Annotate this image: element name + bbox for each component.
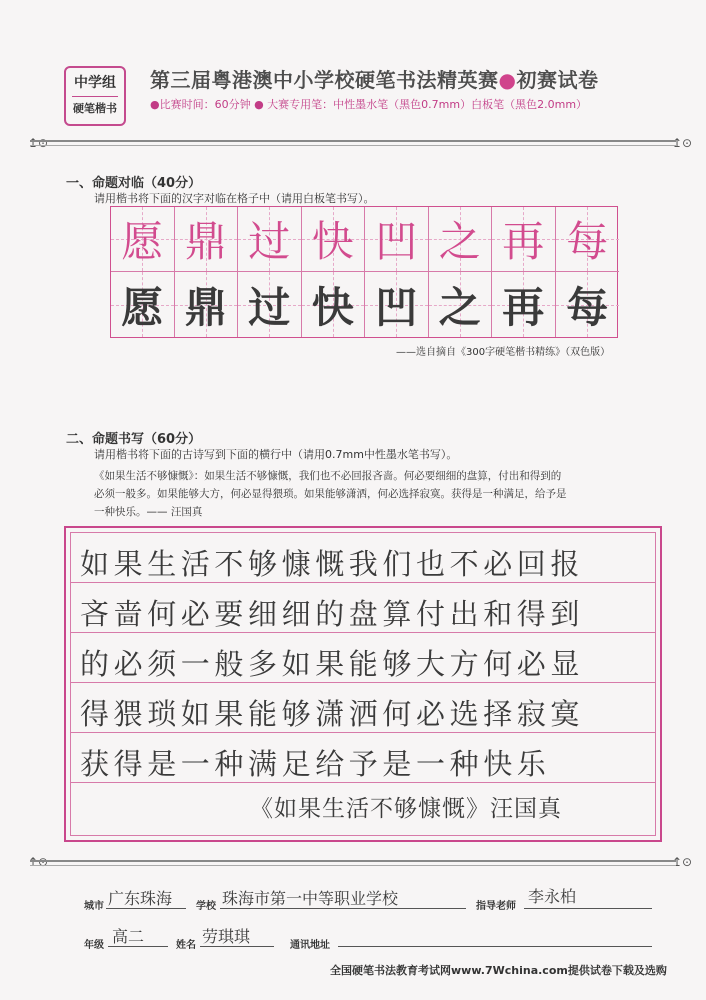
name-underline — [200, 946, 274, 947]
model-char: 快 — [311, 217, 354, 266]
model-cell — [238, 207, 302, 272]
handwritten-line: 吝啬何必要细细的盘算付出和得到 — [80, 597, 585, 631]
model-char: 愿 — [121, 217, 164, 266]
badge-divider — [72, 96, 118, 97]
copied-char: 鼎 — [184, 282, 227, 332]
style-label: 硬笔楷书 — [73, 102, 117, 115]
copy-cell — [429, 272, 493, 337]
copied-char: 凹 — [375, 282, 418, 332]
city-value[interactable]: 广东珠海 — [108, 889, 173, 908]
bottom-divider-thin — [30, 865, 676, 866]
model-cell — [429, 207, 493, 272]
section1-instruction: 请用楷书将下面的汉字对临在格子中（请用白板笔书写）。 — [94, 192, 375, 205]
city-label: 城市 — [84, 901, 104, 912]
section2-heading: 二、命题书写（60分） — [66, 432, 202, 447]
copy-cell — [111, 272, 175, 337]
poem-line: 必须一般多。如果能够大方，何必显得猥琐。如果能够潇洒，何必选择寂寞。获得是一种满足，给予是 — [94, 488, 567, 500]
model-cell — [302, 207, 366, 272]
title-stage: 初赛试卷 — [516, 68, 599, 92]
handwritten-line: 得猥琐如果能够潇洒何必选择寂寞 — [80, 697, 585, 731]
section2-instruction: 请用楷书将下面的古诗写到下面的横行中（请用0.7mm中性墨水笔书写）。 — [94, 448, 458, 461]
name-value[interactable]: 劳琪琪 — [202, 927, 251, 946]
bottom-divider — [30, 860, 676, 862]
title-main: 第三届粤港澳中小学校硬笔书法精英赛 — [150, 68, 499, 92]
footer-text: 全国硬笔书法教育考试网www.7Wchina.com提供试卷下载及选购 — [330, 964, 667, 977]
copied-char: 快 — [311, 282, 354, 332]
copy-cell — [492, 272, 556, 337]
copy-cell — [556, 272, 620, 337]
copied-char: 之 — [438, 282, 481, 332]
poem-line: 《如果生活不够慷慨》：如果生活不够慷慨，我们也不必回报吝啬。何必要细细的盘算，付出和得到的 — [94, 470, 562, 482]
section1-heading: 一、命题对临（40分） — [66, 176, 202, 191]
grade-label: 年级 — [84, 940, 104, 951]
copied-char: 再 — [502, 282, 545, 332]
contest-info: ●比赛时间：60分钟 ● 大赛专用笔：中性墨水笔（黑色0.7mm）白板笔（黑色2.0mm） — [150, 98, 588, 111]
city-underline — [106, 908, 186, 909]
poem-line: 一种快乐。—— 汪国真 — [94, 506, 203, 518]
title-dot: ● — [498, 68, 517, 92]
corner-mark-bottom-right: ↥⊙ — [672, 855, 693, 869]
copy-cell — [365, 272, 429, 337]
copy-cell — [238, 272, 302, 337]
model-char: 每 — [566, 217, 609, 266]
model-cell — [492, 207, 556, 272]
model-char: 再 — [502, 217, 545, 266]
handwritten-line: 获得是一种满足给予是一种快乐 — [80, 747, 551, 781]
school-value[interactable]: 珠海市第一中等职业学校 — [222, 889, 399, 908]
name-label: 姓名 — [176, 940, 196, 951]
handwritten-line: 如果生活不够慷慨我们也不必回报 — [80, 547, 585, 581]
handwritten-signature: 《如果生活不够慷慨》汪国真 — [250, 796, 562, 822]
teacher-value[interactable]: 李永柏 — [528, 887, 577, 906]
copied-char: 过 — [248, 282, 291, 332]
group-label: 中学组 — [74, 75, 116, 91]
model-cell — [175, 207, 239, 272]
copy-cell — [302, 272, 366, 337]
school-label: 学校 — [196, 901, 216, 912]
copied-char: 愿 — [121, 282, 164, 332]
address-underline — [338, 946, 652, 947]
top-divider-thin — [30, 145, 676, 146]
model-cell — [556, 207, 620, 272]
teacher-label: 指导老师 — [476, 901, 516, 912]
model-char: 凹 — [375, 217, 418, 266]
grade-value[interactable]: 高二 — [112, 927, 145, 946]
copy-grid — [110, 206, 618, 338]
corner-mark-right: ↥⊙ — [672, 136, 693, 150]
group-badge — [64, 66, 126, 126]
teacher-underline — [524, 908, 652, 909]
top-divider — [30, 140, 676, 142]
model-char: 之 — [438, 217, 481, 266]
source-note: ——选自摘自《300字硬笔楷书精练》（双色版） — [396, 347, 611, 358]
model-char: 过 — [248, 217, 291, 266]
corner-mark-bottom-left: ↥⊙ — [28, 855, 49, 869]
model-cell — [111, 207, 175, 272]
copy-cell — [175, 272, 239, 337]
model-char: 鼎 — [184, 217, 227, 266]
corner-mark-left: ↥⊙ — [28, 136, 49, 150]
handwritten-line: 的必须一般多如果能够大方何必显 — [80, 647, 585, 681]
copied-char: 每 — [566, 282, 609, 332]
grade-underline — [108, 946, 168, 947]
model-cell — [365, 207, 429, 272]
page-title — [150, 64, 598, 93]
school-underline — [220, 908, 466, 909]
address-label: 通讯地址 — [290, 940, 330, 951]
